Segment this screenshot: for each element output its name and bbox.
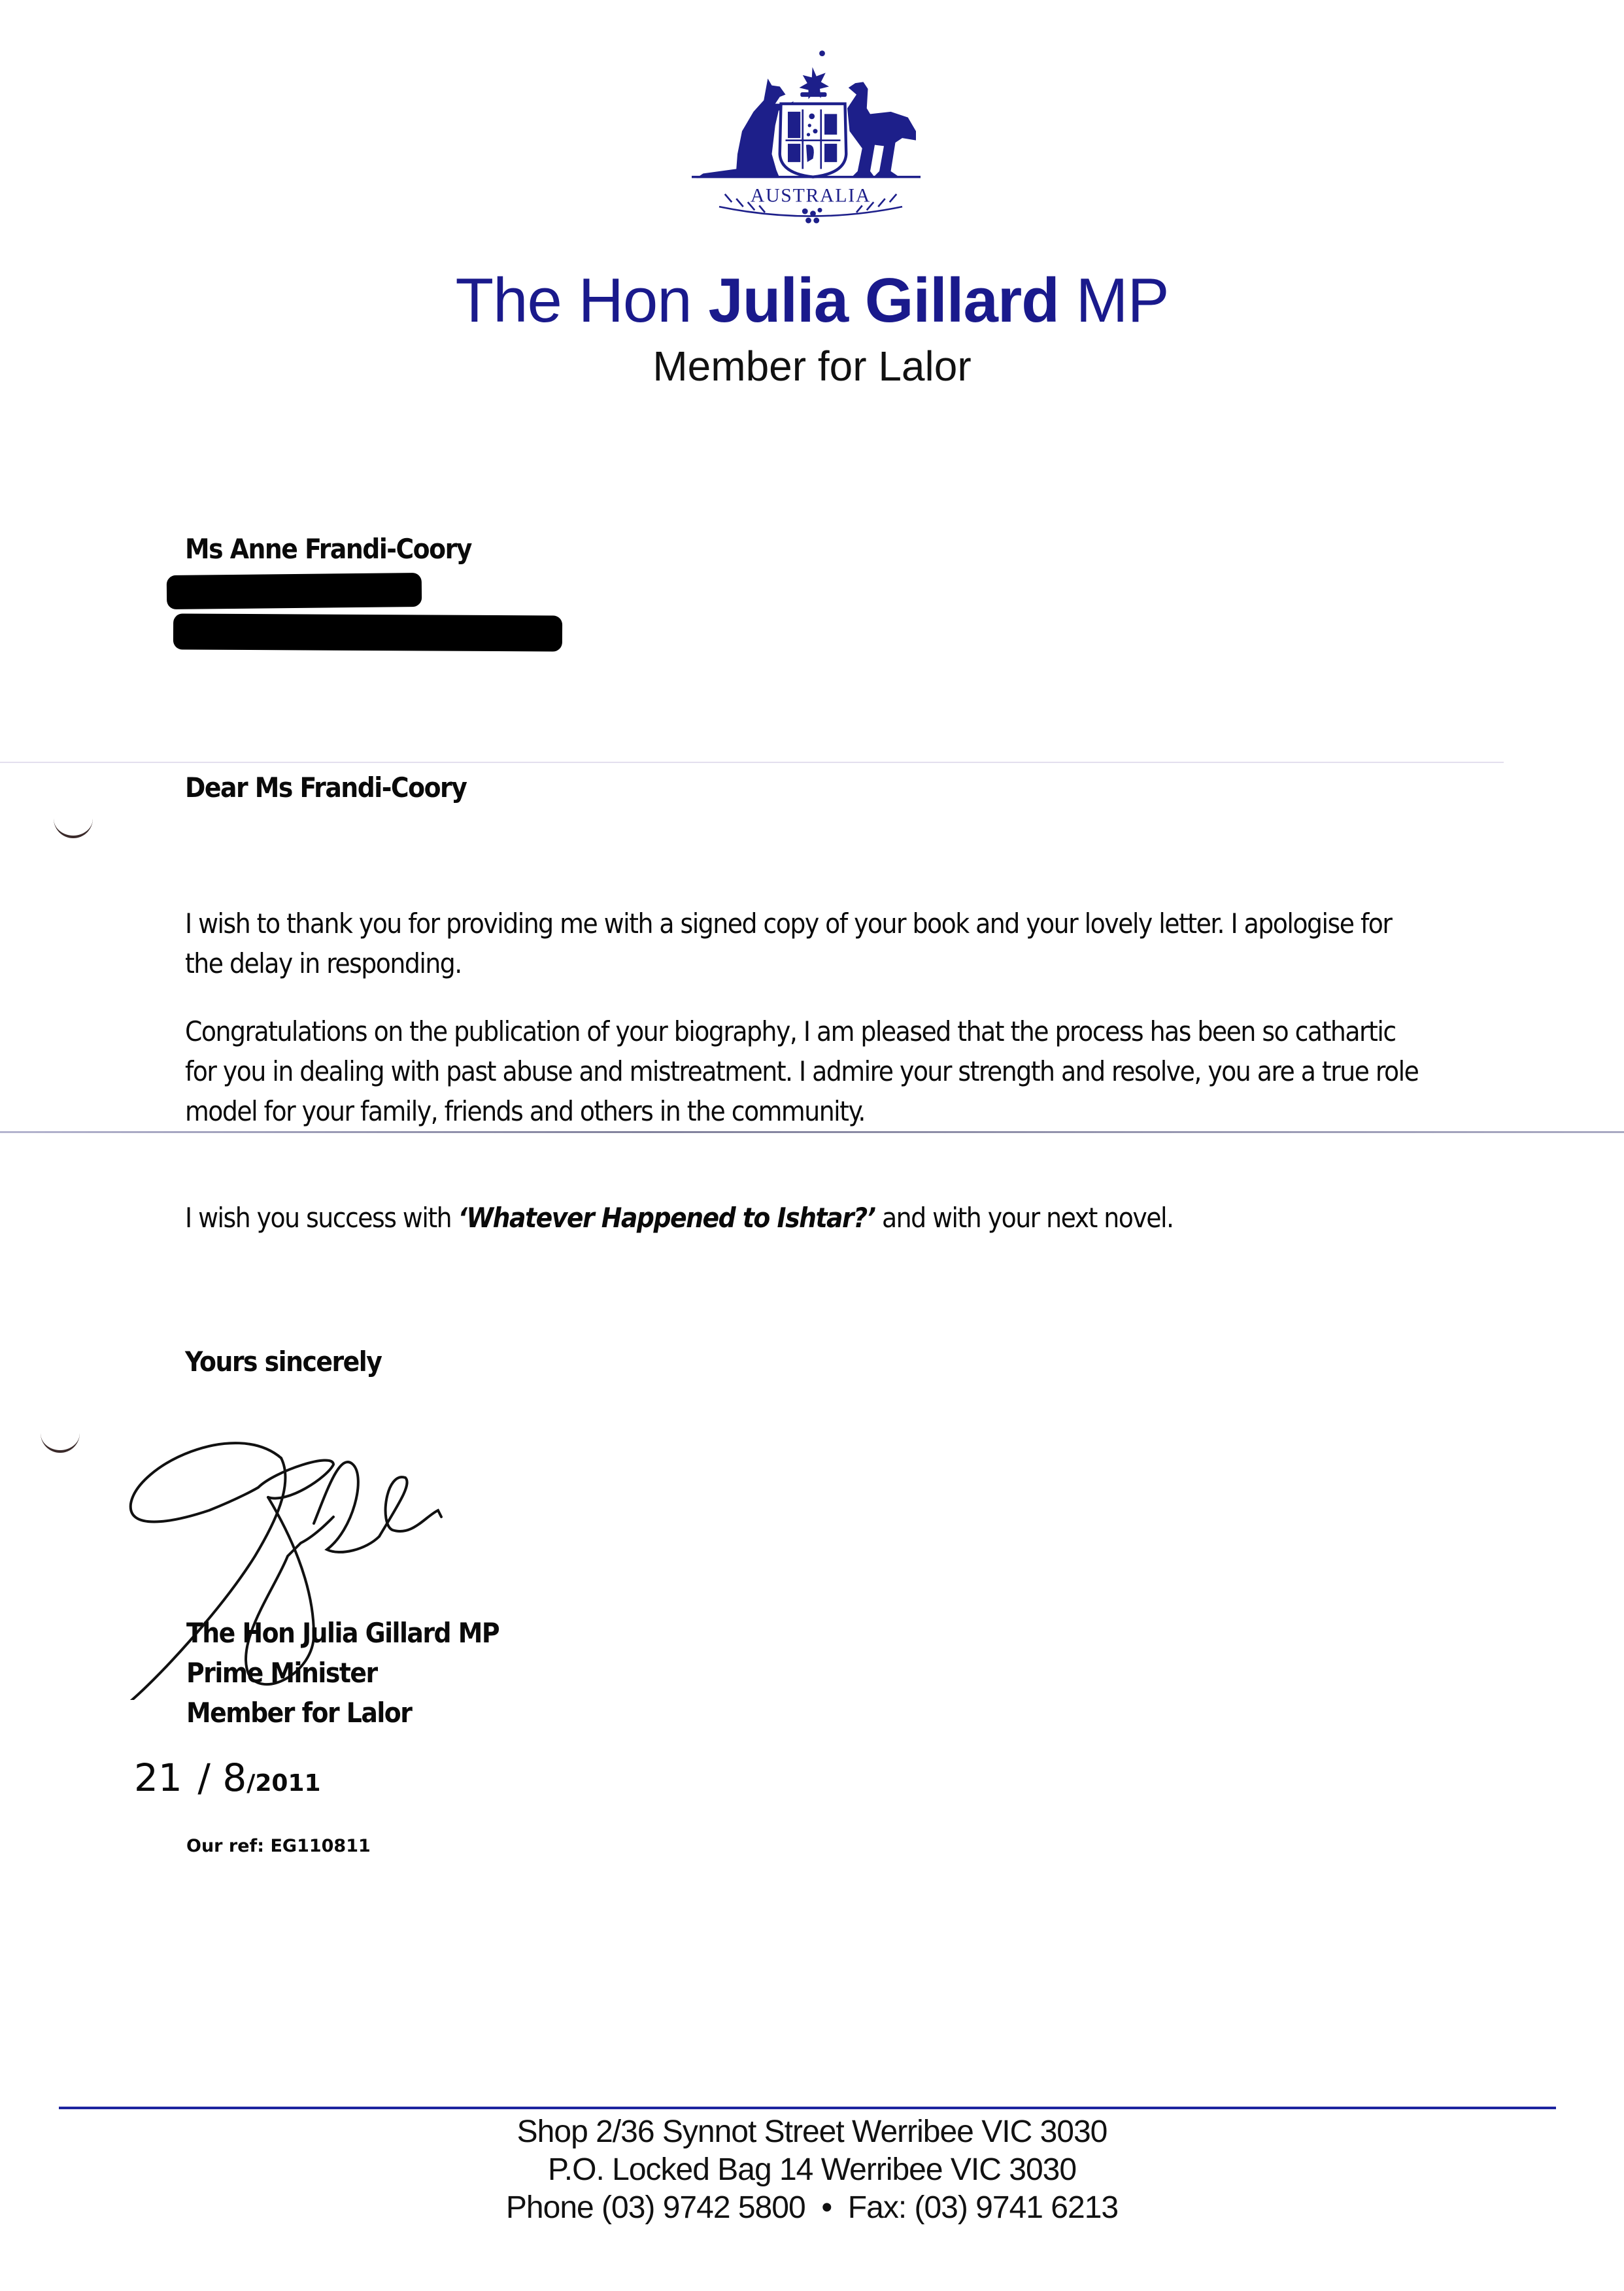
signatory-block — [186, 1613, 499, 1733]
hole-punch-mark — [41, 1432, 80, 1453]
australian-coat-of-arms-icon — [673, 36, 948, 232]
footer-postal-address: P.O. Locked Bag 14 Werribee VIC 3030 — [547, 2152, 1077, 2187]
handwritten-day: 21 — [134, 1756, 182, 1800]
footer-street-address: Shop 2/36 Synnot Street Werribee VIC 3030 — [516, 2114, 1108, 2149]
hole-punch-mark — [54, 817, 93, 838]
name-suffix: MP — [1075, 265, 1169, 335]
handwritten-month: 8 — [222, 1756, 247, 1800]
paper-fold-line — [0, 1131, 1624, 1133]
footer-contact — [0, 2189, 1624, 2227]
letterhead-subtitle: Member for Lalor — [652, 343, 972, 390]
date-separator: / — [185, 1756, 223, 1800]
salutation: Dear Ms Frandi-Coory — [185, 772, 467, 804]
paragraph-3-before: I wish you success with — [185, 1202, 458, 1234]
footer-fax: Fax: (03) 9741 6213 — [847, 2190, 1119, 2225]
name-prefix: The Hon — [455, 265, 692, 335]
letterhead-name — [0, 262, 1624, 340]
redacted-address-line-2 — [173, 613, 562, 651]
signatory-name: The Hon Julia Gillard MP — [186, 1617, 499, 1649]
signatory-electorate: Member for Lalor — [186, 1697, 412, 1729]
book-title: ‘Whatever Happened to Ishtar?’ — [458, 1202, 875, 1234]
letter-date — [134, 1756, 321, 1800]
printed-year: /2011 — [246, 1770, 321, 1797]
svg-text:AUSTRALIA: AUSTRALIA — [750, 184, 871, 207]
body-paragraph-1: I wish to thank you for providing me with a signed copy of your book and your lovely letter. I apologise for the delay in responding. — [185, 908, 1392, 979]
body-paragraph-2: Congratulations on the publication of your biography, I am pleased that the process has been so cathartic for you in dealing with past abuse and mistreatment. I admire your strength and resolve, you are a true role model for your family, friends and others in the community. — [185, 1015, 1419, 1127]
signatory-title: Prime Minister — [186, 1657, 377, 1689]
redacted-address-line-1 — [167, 573, 422, 609]
name-bold: Julia Gillard — [708, 265, 1059, 335]
paper-fold-line — [0, 762, 1504, 763]
bullet-separator: • — [821, 2190, 832, 2225]
paragraph-3-after: and with your next novel. — [875, 1202, 1174, 1234]
reference-number: Our ref: EG110811 — [186, 1836, 371, 1856]
closing: Yours sincerely — [185, 1346, 382, 1378]
body-paragraph-3 — [185, 1198, 1427, 1238]
recipient-name: Ms Anne Frandi-Coory — [185, 533, 471, 565]
footer-phone: Phone (03) 9742 5800 — [505, 2190, 805, 2225]
footer-address — [0, 2113, 1624, 2227]
footer-divider — [59, 2107, 1556, 2109]
